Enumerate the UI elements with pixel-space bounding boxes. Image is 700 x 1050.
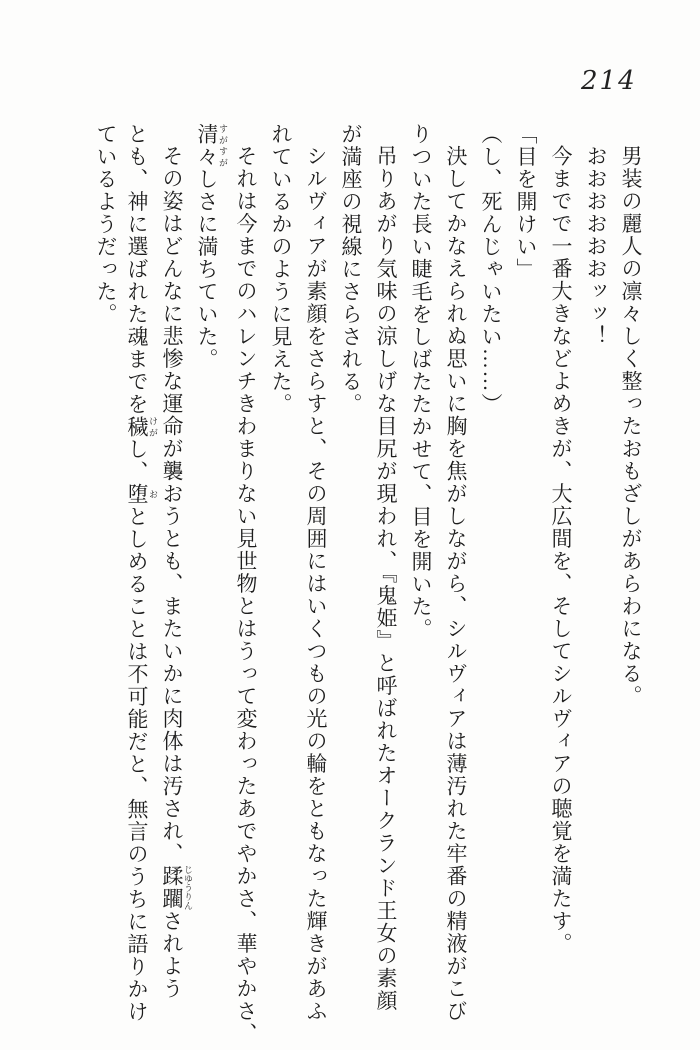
- text-column: とも、神に選ばれた魂までを穢 けがし、堕 おとしめることは不可能だと、無言のうちに語りかけ: [125, 123, 158, 1023]
- page-number: 214: [581, 66, 637, 96]
- text-column: 吊りあがり気味の涼しげな目尻が現われ、『鬼姫』と呼ばれたオークランド王女の素顔: [374, 145, 398, 1012]
- text-column: それは今までのハレンチきわまりない見世物とはうって変わったあでやかさ、華やかさ、: [234, 145, 258, 1045]
- text-column: おおおおおおッッ！: [584, 145, 608, 348]
- text-column: 今までで一番大きなどよめきが、大広間を、そしてシルヴィアの聴覚を満たす。: [549, 145, 573, 955]
- text-column: 「目を開けい」: [514, 123, 538, 281]
- ruby-annotated-word: 穢 けが: [125, 415, 158, 438]
- text-column: 男装の麗人の凛々しく整ったおもざしがあらわになる。: [619, 145, 643, 708]
- text-column: 清々 すがすがしさに満ちていた。: [195, 123, 228, 371]
- text-column: りついた長い睫毛をしばたたかせて、目を開いた。: [409, 123, 433, 641]
- text-column: シルヴィアが素顔をさらすと、その周囲にはいくつもの光の輪をともなった輝きがあふ: [304, 145, 328, 1023]
- text-column: ているようだった。: [94, 123, 118, 326]
- ruby-annotated-word: 清々 すがすが: [195, 123, 228, 168]
- text-block: [88, 123, 648, 1045]
- text-column: が満座の視線にさらされる。: [339, 123, 363, 416]
- ruby-annotated-word: 蹂躙 じゆうりん: [160, 865, 193, 910]
- ruby-annotated-word: 堕 お: [125, 483, 158, 506]
- text-column: その姿はどんなに悲惨な運命が襲おうとも、またいかに肉体は汚され、蹂躙 じゆうりんされよう: [160, 145, 193, 1000]
- text-column: （し、死んじゃいたい……）: [479, 123, 503, 416]
- text-column: れているかのように見えた。: [269, 123, 293, 416]
- text-column: 決してかなえられぬ思いに胸を焦がしながら、シルヴィアは薄汚れた牢番の精液がこび: [444, 145, 468, 1023]
